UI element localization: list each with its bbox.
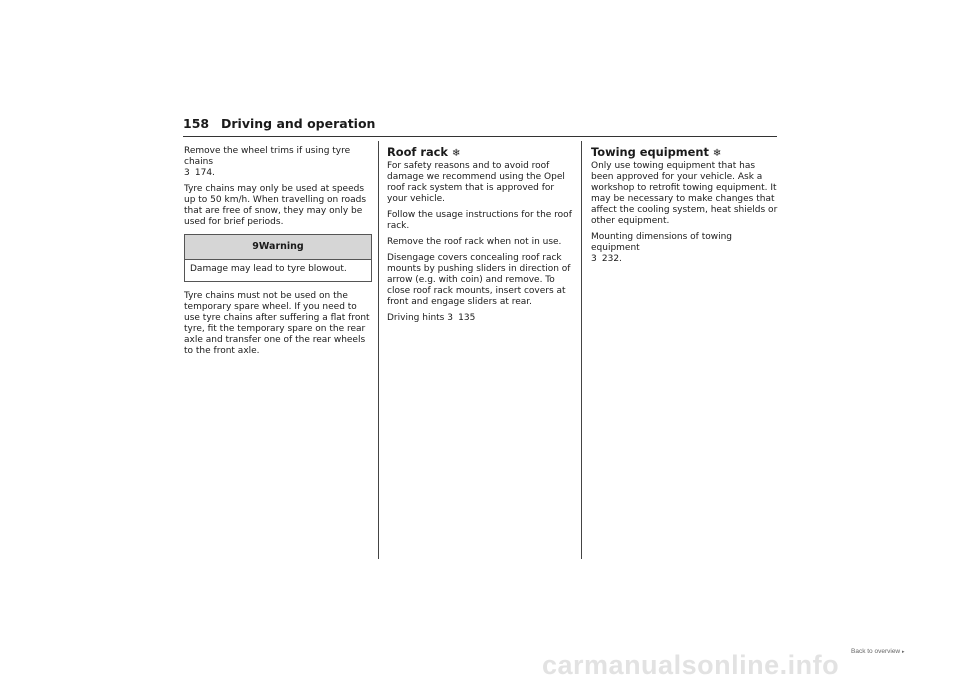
- warning-box: [184, 234, 372, 282]
- warning-icon: 9: [252, 241, 259, 252]
- warning-title: Warning: [258, 241, 304, 252]
- section-heading-towing-equipment: [591, 146, 779, 160]
- column-1: [184, 146, 372, 362]
- paragraph-text: Mounting dimensions of towing equipment: [591, 232, 733, 253]
- paragraph: [184, 146, 372, 179]
- heading-text: Towing equipment: [591, 145, 709, 159]
- column-divider-2: [581, 141, 582, 559]
- heading-text: Roof rack: [387, 145, 448, 159]
- paragraph: [591, 232, 779, 265]
- paragraph: [387, 313, 575, 324]
- header-rule: [183, 136, 777, 137]
- column-2: [387, 146, 575, 329]
- section-heading-roof-rack: [387, 146, 575, 160]
- back-link-label: Back to overview: [851, 648, 901, 655]
- snowflake-icon: ❄: [451, 148, 461, 159]
- paragraph: Only use towing equipment that has been approved for your vehicle. Ask a workshop to retrofit towing equipment. It may be necessary to make changes that affect the cooling system, heat shields or other equipment.: [591, 161, 778, 226]
- page-number: 158: [183, 116, 210, 131]
- column-3: [591, 146, 779, 270]
- paragraph: Remove the roof rack when not in use.: [387, 237, 562, 247]
- warning-header: [185, 235, 371, 260]
- reference-arrow-icon: 3: [447, 313, 453, 323]
- paragraph: Tyre chains must not be used on the temporary spare wheel. If you need to use tyre chains after suffering a flat front tyre, fit the temporary spare on the rear axle and transfer one of the rear wheels to the front axle.: [184, 291, 370, 356]
- page-reference-link[interactable]: 135: [458, 313, 476, 323]
- paragraph-text: Remove the wheel trims if using tyre chains: [184, 146, 351, 167]
- column-divider-1: [378, 141, 379, 559]
- section-title: Driving and operation: [221, 116, 376, 131]
- paragraph: For safety reasons and to avoid roof damage we recommend using the Opel roof rack system that is approved for your vehicle.: [387, 161, 565, 204]
- paragraph: Tyre chains may only be used at speeds up to 50 km/h. When travelling on roads that are free of snow, they may only be used for brief periods.: [184, 184, 367, 227]
- page-header: [183, 116, 777, 131]
- reference-arrow-icon: 3: [184, 168, 190, 178]
- paragraph-text: Driving hints: [387, 313, 445, 323]
- page-reference-link[interactable]: 174.: [194, 168, 215, 178]
- paragraph: Disengage covers concealing roof rack mounts by pushing sliders in direction of arrow (e.g. with coin) and remove. To close roof rack mounts, insert covers at front and engage sliders at rear.: [387, 253, 571, 307]
- snowflake-icon: ❄: [712, 148, 722, 159]
- back-to-overview-link[interactable]: [851, 648, 904, 655]
- reference-arrow-icon: 3: [591, 254, 597, 264]
- page-reference-link[interactable]: 232.: [601, 254, 622, 264]
- warning-body: Damage may lead to tyre blowout.: [190, 264, 347, 274]
- watermark: carmanualsonline.info: [542, 650, 840, 680]
- triangle-right-icon: ▸: [901, 649, 905, 655]
- paragraph: Follow the usage instructions for the roof rack.: [387, 210, 572, 231]
